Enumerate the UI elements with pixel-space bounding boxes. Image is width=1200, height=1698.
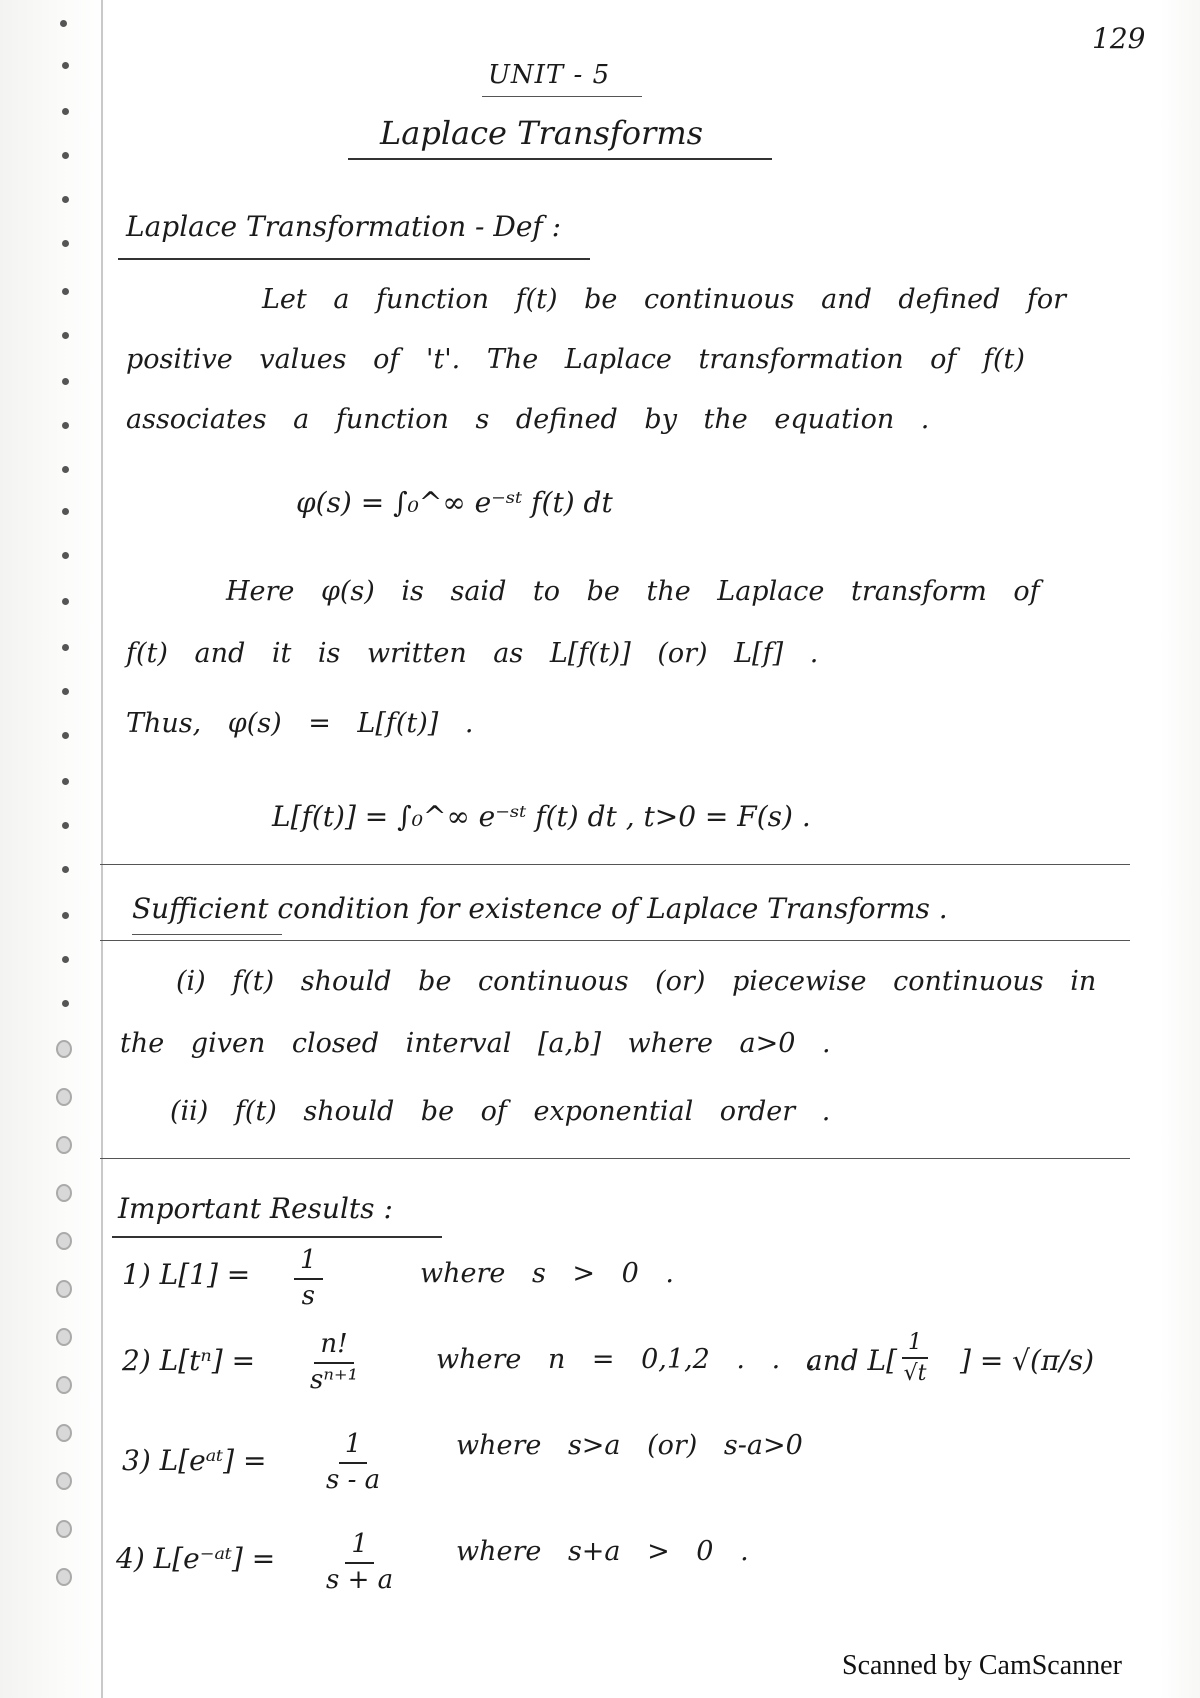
- result-2-extra-numerator: 1: [902, 1330, 928, 1359]
- result-1-fraction: [294, 1246, 323, 1312]
- result-4-lhs: 4) L[e⁻ᵃᵗ] =: [116, 1542, 276, 1575]
- result-3-denominator: s - a: [326, 1464, 381, 1495]
- definition-line-2: positive values of 't'. The Laplace transformation of f(t): [126, 344, 1025, 375]
- result-4-numerator: 1: [345, 1530, 374, 1564]
- result-1-lhs: 1) L[1] =: [122, 1258, 251, 1291]
- thus-line: Thus, φ(s) = L[f(t)] .: [126, 708, 474, 739]
- here-line-2: f(t) and it is written as L[f(t)] (or) L[f] .: [126, 638, 819, 669]
- result-1-denominator: s: [301, 1280, 315, 1311]
- binding-hole: [62, 1000, 69, 1007]
- binding-hole: [62, 288, 69, 295]
- binding-hole: [62, 688, 69, 695]
- result-2-numerator: n!: [314, 1330, 353, 1364]
- binding-ring: [56, 1328, 72, 1346]
- sufficient-line-1: (i) f(t) should be continuous (or) piecewise continuous in: [176, 966, 1097, 997]
- binding-ring: [56, 1424, 72, 1442]
- section-divider: [100, 1158, 1130, 1159]
- definition-heading: Laplace Transformation - Def :: [126, 210, 562, 243]
- result-4-denominator: s + a: [326, 1564, 394, 1595]
- page-title: Laplace Transforms: [380, 114, 704, 152]
- binding-hole: [62, 152, 69, 159]
- result-3-fraction: [326, 1430, 380, 1496]
- result-2-extra-fraction: [902, 1330, 928, 1387]
- result-2-lhs: 2) L[tⁿ] =: [122, 1344, 256, 1377]
- sufficient-heading: Sufficient condition for existence of Laplace Transforms .: [132, 892, 948, 925]
- result-4-fraction: [326, 1530, 393, 1596]
- binding-hole: [62, 466, 69, 473]
- result-2-denominator: sⁿ⁺¹: [310, 1364, 359, 1395]
- binding-ring: [56, 1136, 72, 1154]
- binding-hole: [62, 598, 69, 605]
- result-2-extra-rhs: ] = √(π/s): [960, 1344, 1095, 1377]
- binding-hole: [62, 108, 69, 115]
- result-2-fraction: [310, 1330, 358, 1396]
- binding-ring: [56, 1232, 72, 1250]
- binding-ring: [56, 1088, 72, 1106]
- results-heading: Important Results :: [118, 1192, 393, 1225]
- binding-hole: [62, 778, 69, 785]
- section-divider: [100, 864, 1130, 865]
- sufficient-line-3: (ii) f(t) should be of exponential order .: [170, 1096, 831, 1127]
- binding-hole: [62, 552, 69, 559]
- binding-hole: [62, 62, 69, 69]
- scanner-watermark: Scanned by CamScanner: [842, 1650, 1122, 1681]
- binding-holes: [48, 0, 88, 1698]
- binding-ring: [56, 1568, 72, 1586]
- sufficient-line-2: the given closed interval [a,b] where a>0 .: [120, 1028, 831, 1059]
- result-3-condition: where s>a (or) s-a>0: [456, 1430, 803, 1461]
- definition-line-1: Let a function f(t) be continuous and defined for: [262, 284, 1067, 315]
- margin-line: [101, 0, 103, 1698]
- binding-ring: [56, 1520, 72, 1538]
- laplace-definition-equation: φ(s) = ∫₀^∞ e⁻ˢᵗ f(t) dt: [296, 486, 613, 519]
- definition-line-3: associates a function s defined by the equation .: [126, 404, 930, 435]
- here-line-1: Here φ(s) is said to be the Laplace transform of: [226, 576, 1040, 607]
- binding-hole: [62, 956, 69, 963]
- result-3-numerator: 1: [339, 1430, 368, 1464]
- binding-hole: [62, 912, 69, 919]
- binding-hole: [62, 378, 69, 385]
- binding-ring: [56, 1376, 72, 1394]
- section-divider: [100, 940, 1130, 941]
- sufficient-underline: [132, 934, 282, 935]
- binding-hole: [62, 508, 69, 515]
- page-number: 129: [1092, 22, 1146, 55]
- binding-ring: [56, 1040, 72, 1058]
- binding-hole: [62, 822, 69, 829]
- result-2-extra-denominator: √t: [903, 1361, 927, 1387]
- title-underline: [348, 158, 772, 160]
- result-4-condition: where s+a > 0 .: [456, 1536, 749, 1567]
- result-1-condition: where s > 0 .: [420, 1258, 674, 1289]
- result-2-extra-lhs: and L[: [806, 1344, 898, 1377]
- laplace-transform-equation: L[f(t)] = ∫₀^∞ e⁻ˢᵗ f(t) dt , t>0 = F(s) .: [272, 800, 811, 833]
- result-2-condition: where n = 0,1,2 . . .: [436, 1344, 816, 1375]
- binding-hole: [62, 332, 69, 339]
- binding-hole: [62, 240, 69, 247]
- binding-hole: [62, 644, 69, 651]
- binding-hole: [62, 732, 69, 739]
- definition-underline: [118, 258, 590, 260]
- result-1-numerator: 1: [294, 1246, 323, 1280]
- binding-hole: [60, 20, 67, 27]
- binding-ring: [56, 1280, 72, 1298]
- result-3-lhs: 3) L[eᵃᵗ] =: [122, 1444, 267, 1477]
- binding-hole: [62, 422, 69, 429]
- binding-ring: [56, 1472, 72, 1490]
- unit-heading: UNIT - 5: [488, 60, 611, 90]
- binding-hole: [62, 196, 69, 203]
- binding-hole: [62, 866, 69, 873]
- unit-underline: [482, 96, 642, 97]
- results-underline: [112, 1236, 442, 1238]
- binding-ring: [56, 1184, 72, 1202]
